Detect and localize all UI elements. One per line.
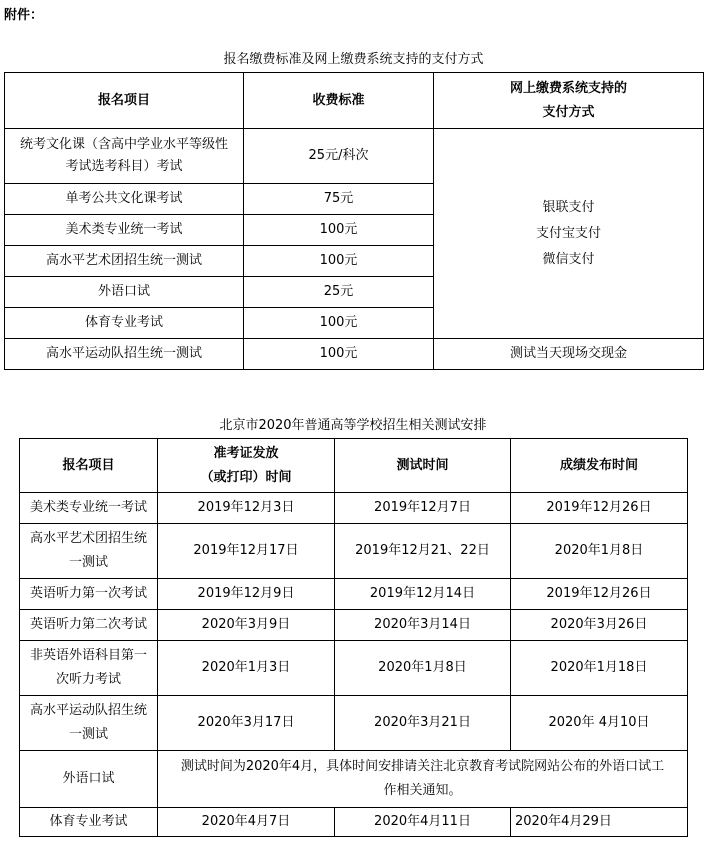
test-cell: 2020年4月11日 [335,808,511,837]
item-cell: 英语听力第一次考试 [20,579,158,610]
table1-caption: 报名缴费标准及网上缴费系统支持的支付方式 [223,52,484,67]
table-row [20,610,688,641]
test-cell: 2020年3月14日 [335,610,511,641]
ticket-cell: 2019年12月3日 [158,493,335,524]
table-row [20,751,688,808]
table-row [20,696,688,751]
result-cell: 2020年 4月10日 [511,696,688,751]
header-test-time: 测试时间 [335,439,511,493]
fee-cell: 100元 [244,308,434,339]
table-row [20,493,688,524]
fee-cell: 25元 [244,277,434,308]
table-row [20,579,688,610]
item-cell: 英语听力第二次考试 [20,610,158,641]
ticket-cell: 2020年3月9日 [158,610,335,641]
item-cell: 单考公共文化课考试 [5,184,244,215]
result-cell: 2019年12月26日 [511,579,688,610]
header-item: 报名项目 [20,439,158,493]
fee-cell: 100元 [244,215,434,246]
fee-table [4,72,704,370]
result-cell: 2020年3月26日 [511,610,688,641]
ticket-cell: 2020年1月3日 [158,641,335,696]
item-cell: 高水平艺术团招生统 一测试 [20,524,158,579]
table-row [20,641,688,696]
ticket-cell: 2020年4月7日 [158,808,335,837]
payment-methods-cell [434,129,704,339]
item-cell: 体育专业考试 [20,808,158,837]
table-row [20,808,688,837]
fee-cell: 25元/科次 [244,129,434,184]
attachment-label: 附件： [4,8,44,23]
table1-header-row [5,73,704,129]
result-cell: 2019年12月26日 [511,493,688,524]
item-cell: 统考文化课（含高中学业水平等级性 考试选考科目）考试 [5,129,244,184]
result-cell: 2020年4月29日 [511,808,688,837]
ticket-cell: 2019年12月17日 [158,524,335,579]
test-cell: 2019年12月7日 [335,493,511,524]
header-result-time: 成绩发布时间 [511,439,688,493]
test-cell: 2020年3月21日 [335,696,511,751]
fee-cell: 100元 [244,246,434,277]
fee-cell: 100元 [244,339,434,370]
schedule-table [19,438,688,837]
oral-exam-notice: 测试时间为2020年4月，具体时间安排请关注北京教育考试院网站公布的外语口试工 作相关通知。 [158,751,688,808]
item-cell: 美术类专业统一考试 [5,215,244,246]
fee-cell: 75元 [244,184,434,215]
table-row [5,129,704,184]
ticket-cell: 2019年12月9日 [158,579,335,610]
table-row [20,524,688,579]
result-cell: 2020年1月8日 [511,524,688,579]
header-ticket-time: 准考证发放 （或打印）时间 [158,439,335,493]
result-cell: 2020年1月18日 [511,641,688,696]
test-cell: 2019年12月21、22日 [335,524,511,579]
test-cell: 2019年12月14日 [335,579,511,610]
item-cell: 美术类专业统一考试 [20,493,158,524]
wechat-pay-label: 微信支付 [542,251,595,267]
item-cell: 外语口试 [5,277,244,308]
table-row [5,339,704,370]
item-cell: 体育专业考试 [5,308,244,339]
item-cell: 外语口试 [20,751,158,808]
alipay-label: 支付宝支付 [535,225,601,241]
cash-payment-cell: 测试当天现场交现金 [434,339,704,370]
item-cell: 高水平运动队招生统 一测试 [20,696,158,751]
unionpay-label: 银联支付 [542,199,595,215]
table2-caption: 北京市2020年普通高等学校招生相关测试安排 [219,418,487,433]
table2-header-row [20,439,688,493]
header-item: 报名项目 [5,73,244,129]
header-payment: 网上缴费系统支持的 支付方式 [434,73,704,129]
ticket-cell: 2020年3月17日 [158,696,335,751]
test-cell: 2020年1月8日 [335,641,511,696]
header-fee: 收费标准 [244,73,434,129]
item-cell: 高水平运动队招生统一测试 [5,339,244,370]
item-cell: 高水平艺术团招生统一测试 [5,246,244,277]
item-cell: 非英语外语科目第一 次听力考试 [20,641,158,696]
